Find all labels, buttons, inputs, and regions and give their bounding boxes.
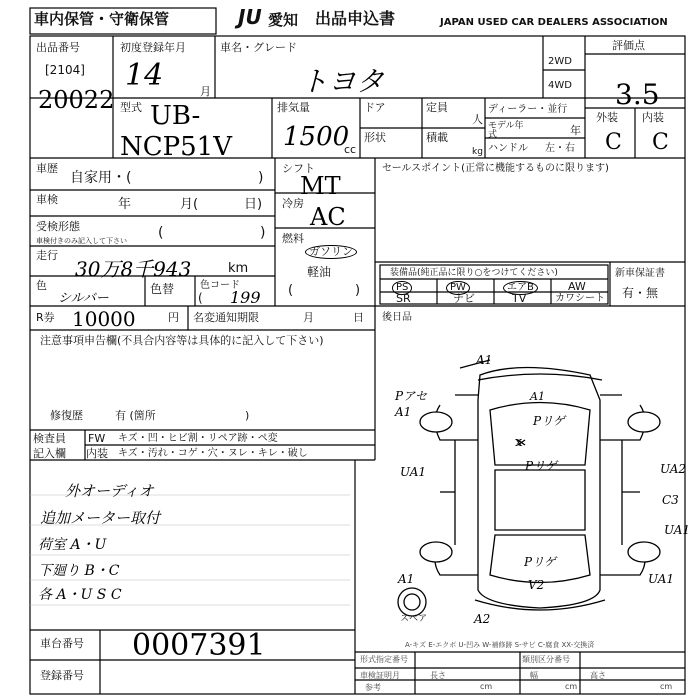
fuel-label: 燃料 — [282, 232, 304, 245]
diagram-label: A1 — [476, 353, 493, 367]
diagram-label: Pリゲ — [525, 459, 557, 473]
diagram-label: A2 — [474, 612, 491, 626]
equip-ps: PS — [392, 281, 412, 295]
listing-number: 20022 — [38, 86, 115, 114]
hw-note-5: 各 A・U S C — [38, 587, 122, 603]
rating-label: 評価点 — [612, 39, 645, 52]
aircon-label: 冷房 — [282, 197, 304, 210]
rating-exterior-label: 外装 — [596, 111, 618, 124]
recycle-unit: 円 — [168, 311, 179, 324]
rear-label: 後日品 — [382, 312, 412, 323]
diagram-label: V2 — [528, 578, 545, 592]
hw-note-3: 荷室 A・U — [38, 537, 107, 553]
equipment-label: 装備品(純正品に限り○をつけてください) — [390, 268, 558, 278]
repair-history-value: 有 (箇所 — [115, 409, 156, 422]
color-value: シルバー — [58, 291, 109, 306]
shape-label: 形状 — [364, 131, 386, 144]
warranty-options: 有・無 — [622, 286, 659, 300]
diagram-label: Pリゲ — [533, 414, 565, 428]
diagram-label: UA1 — [664, 523, 691, 537]
handle-options: 左・右 — [545, 143, 575, 154]
model-year-unit: 年 — [570, 124, 581, 137]
shift-value: MT — [300, 172, 341, 200]
interior-items: キズ・汚れ・コゲ・穴・ヌレ・キレ・破し — [118, 448, 308, 459]
diagram-mark: x — [515, 435, 523, 450]
dealer-label: ディーラー・並行 — [488, 104, 568, 115]
registration-label: 初度登録年月 — [120, 41, 186, 54]
mileage-label: 走行 — [36, 249, 58, 262]
rating-interior-label: 内装 — [642, 111, 664, 124]
history-value: 自家用・( — [70, 170, 132, 186]
cert-label: 車検証明月 — [360, 671, 400, 680]
registration-year: 14 — [125, 58, 164, 93]
car-name-label: 車名・グレード — [220, 41, 297, 54]
color-change-label: 色替 — [150, 282, 175, 296]
fw-label: FW — [88, 432, 106, 445]
cm-unit: cm — [480, 682, 493, 691]
inspection-day: 日) — [244, 197, 263, 212]
mileage-unit: km — [228, 261, 249, 276]
diagram-label: Pアセ — [395, 389, 427, 403]
diagram-label: UA2 — [660, 462, 687, 476]
ref-label: 参考 — [365, 683, 381, 692]
name-change-label: 名変通知期限 — [193, 311, 259, 324]
color-code-label: 色コード — [200, 280, 240, 291]
color-code: 199 — [230, 288, 261, 307]
displacement-label: 排気量 — [277, 101, 310, 114]
equip-navi: ナビ — [453, 292, 475, 305]
equip-tv: TV — [512, 292, 527, 305]
model-label: 型式 — [120, 101, 142, 114]
displacement-unit: cc — [344, 143, 357, 156]
interior-label: 内装 — [86, 447, 108, 460]
rating-exterior: C — [605, 130, 622, 155]
fuel-paren-open: ( — [288, 283, 294, 298]
cm-unit: cm — [660, 682, 673, 691]
load-unit: kg — [472, 147, 483, 157]
repair-history-close: ) — [245, 409, 250, 422]
capacity-unit: 人 — [472, 113, 483, 126]
width-label: 幅 — [530, 671, 538, 680]
diagram-legend: A-キズ E-エクボ U-凹み W-補修跡 S-サビ C-腐食 XX-交換済 — [405, 641, 595, 649]
equip-sr: SR — [396, 292, 411, 305]
drive-4wd: 4WD — [548, 80, 572, 91]
model-year-label: モデル年式 — [488, 121, 524, 140]
aircon-value: AC — [310, 203, 346, 231]
vehicle-diagram — [435, 368, 645, 611]
diagram-label: A1 — [530, 390, 545, 403]
category-label: 類別区分番号 — [522, 655, 570, 664]
receipt-paren-open: ( — [158, 225, 164, 241]
name-change-day: 日 — [353, 311, 364, 324]
ju-logo: JU — [238, 5, 262, 29]
type-spec-label: 形式指定番号 — [360, 655, 408, 664]
hw-note-2: 追加メーター取付 — [40, 509, 161, 527]
inspection-month: 月( — [180, 197, 199, 212]
chassis-number: 0007391 — [132, 628, 266, 663]
history-label: 車歴 — [36, 162, 58, 175]
diagram-label: A1 — [395, 405, 412, 419]
cm-unit: cm — [565, 682, 578, 691]
listing-label: 出品番号 — [36, 41, 80, 54]
length-label: 長さ — [430, 671, 446, 680]
fw-items: キズ・凹・ヒビ割・リペア跡・ペ変 — [118, 433, 278, 444]
hw-note-4: 下廻り B・C — [38, 563, 120, 579]
equip-airbag: エアB — [503, 281, 538, 295]
rating-interior: C — [652, 130, 669, 155]
receipt-label: 受検形態 — [36, 220, 80, 233]
diagram-label: Pリゲ — [524, 555, 556, 569]
equip-leather-seat: カワシート — [555, 293, 605, 304]
handle-label: ハンドル — [488, 143, 528, 154]
association-name: JAPAN USED CAR DEALERS ASSOCIATION — [440, 17, 668, 28]
inspection-label: 車検 — [36, 193, 58, 206]
equip-pw: PW — [446, 281, 470, 295]
history-close: ) — [258, 170, 264, 186]
name-change-month: 月 — [303, 311, 314, 324]
fuel-gasoline: ガソリン — [305, 245, 357, 259]
model-line1: UB- — [150, 101, 201, 131]
hw-note-1: 外オーディオ — [65, 482, 154, 500]
repair-history-label: 修復歴 — [50, 409, 83, 422]
shift-label: シフト — [282, 162, 315, 175]
mileage-value: 30万8千943 — [75, 257, 192, 281]
inspection-year: 年 — [118, 197, 132, 212]
color-label: 色 — [36, 279, 47, 292]
sales-point-label: セールスポイント(正常に機能するものに限ります) — [382, 163, 609, 174]
form-title: 出品申込書 — [315, 9, 396, 28]
receipt-paren-close: ) — [260, 225, 266, 241]
color-code-paren: ( — [198, 291, 203, 305]
spare-label: スペア — [400, 614, 428, 624]
displacement-value: 1500 — [283, 122, 350, 152]
equip-aw: AW — [568, 280, 586, 293]
chassis-label: 車台番号 — [40, 637, 84, 650]
listing-code: [2104] — [45, 63, 85, 77]
inspector-label: 検査員 — [33, 432, 66, 445]
notes-label: 注意事項申告欄(不具合内容等は具体的に記入して下さい) — [40, 334, 324, 347]
recycle-label: R券 — [36, 311, 55, 324]
storage-title: 車内保管・守衛保管 — [34, 10, 170, 28]
doors-label: ドア — [364, 101, 386, 114]
height-label: 高さ — [590, 671, 606, 680]
diagram-label: A1 — [398, 572, 415, 586]
org-name: 愛知 — [268, 11, 299, 29]
drive-2wd: 2WD — [548, 56, 572, 67]
load-label: 積載 — [426, 131, 448, 144]
plate-label: 登録番号 — [40, 669, 84, 682]
diagram-label: UA1 — [400, 465, 427, 479]
warranty-label: 新車保証書 — [615, 268, 665, 279]
diagram-label: C3 — [662, 493, 679, 507]
registration-month-unit: 月 — [200, 85, 211, 98]
capacity-label: 定員 — [426, 101, 448, 114]
rating-value: 3.5 — [615, 78, 660, 111]
diagram-label: UA1 — [648, 572, 675, 586]
recycle-value: 10000 — [72, 307, 136, 331]
fuel-diesel: 軽油 — [307, 265, 332, 279]
inspector-entry-label: 記入欄 — [33, 447, 66, 460]
fuel-paren-close: ) — [355, 283, 361, 298]
receipt-note: 車検付きのみ記入して下さい — [36, 237, 127, 245]
car-name-value: トヨタ — [300, 65, 385, 98]
model-line2: NCP51V — [120, 132, 232, 162]
